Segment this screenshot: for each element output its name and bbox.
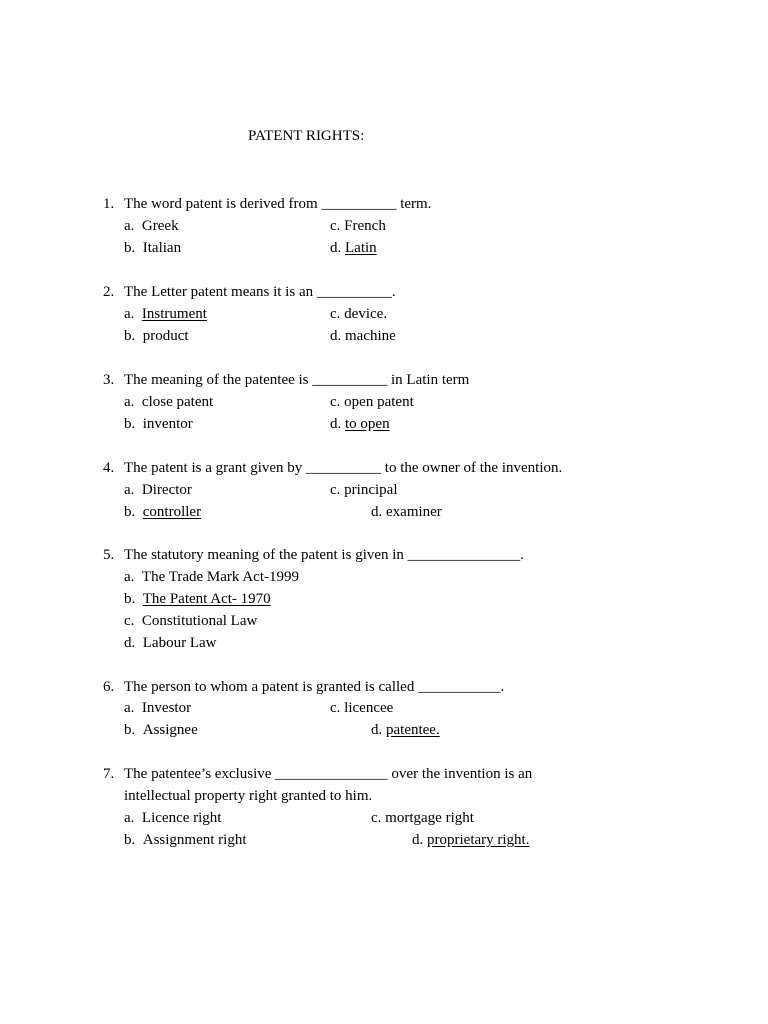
question-number: 5. bbox=[103, 547, 115, 563]
option-a: a. Instrument bbox=[124, 306, 207, 322]
question-number: 3. bbox=[103, 372, 115, 388]
option-c: c. licencee bbox=[330, 700, 394, 716]
question-text: The patentee’s exclusive _______________ over the invention is an bbox=[124, 766, 533, 782]
option-c: c. open patent bbox=[330, 394, 414, 410]
question-text: The word patent is derived from __________ term. bbox=[124, 196, 432, 212]
option-b: b. Assignment right bbox=[124, 832, 247, 848]
option-d: d. Latin bbox=[330, 240, 377, 256]
option-d: d. Labour Law bbox=[124, 635, 217, 651]
question-number: 4. bbox=[103, 460, 115, 476]
correct-answer: patentee. bbox=[386, 722, 440, 738]
option-a: a. Director bbox=[124, 482, 192, 498]
option-c: c. French bbox=[330, 218, 386, 234]
option-b: b. inventor bbox=[124, 416, 193, 432]
option-d: d. to open bbox=[330, 416, 390, 432]
option-b: b. controller bbox=[124, 504, 202, 520]
option-d: d. examiner bbox=[371, 504, 442, 520]
correct-answer: The Patent Act- 1970 bbox=[142, 591, 271, 607]
question-text: The meaning of the patentee is __________ in Latin term bbox=[124, 372, 470, 388]
option-d: d. patentee. bbox=[371, 722, 440, 738]
question-text: The patent is a grant given by __________ to the owner of the invention. bbox=[124, 460, 563, 476]
option-a: a. Licence right bbox=[124, 810, 222, 826]
question-text: The person to whom a patent is granted is called ___________. bbox=[124, 679, 505, 695]
correct-answer: Instrument bbox=[141, 306, 207, 322]
option-c: c. mortgage right bbox=[371, 810, 474, 826]
question-number: 1. bbox=[103, 196, 115, 212]
option-a: a. The Trade Mark Act-1999 bbox=[124, 569, 299, 585]
option-a: a. close patent bbox=[124, 394, 214, 410]
option-b: b. product bbox=[124, 328, 189, 344]
question-number: 2. bbox=[103, 284, 115, 300]
option-a: a. Investor bbox=[124, 700, 192, 716]
option-b: b. Assignee bbox=[124, 722, 198, 738]
question-text: The Letter patent means it is an __________. bbox=[124, 284, 396, 300]
option-b: b. The Patent Act- 1970 bbox=[124, 591, 271, 607]
question-text-continued: intellectual property right granted to him. bbox=[124, 788, 373, 804]
option-c: c. Constitutional Law bbox=[124, 613, 258, 629]
question-number: 7. bbox=[103, 766, 115, 782]
question-number: 6. bbox=[103, 679, 115, 695]
correct-answer: to open bbox=[345, 416, 390, 432]
option-b: b. Italian bbox=[124, 240, 182, 256]
option-d: d. machine bbox=[330, 328, 396, 344]
option-d: d. proprietary right. bbox=[412, 832, 530, 848]
correct-answer: Latin bbox=[345, 240, 377, 256]
correct-answer: controller bbox=[142, 504, 202, 520]
correct-answer: proprietary right. bbox=[427, 832, 530, 848]
option-c: c. device. bbox=[330, 306, 388, 322]
question-text: The statutory meaning of the patent is given in _______________. bbox=[124, 547, 524, 563]
option-c: c. principal bbox=[330, 482, 398, 498]
option-a: a. Greek bbox=[124, 218, 179, 234]
page-title: PATENT RIGHTS: bbox=[248, 128, 365, 144]
